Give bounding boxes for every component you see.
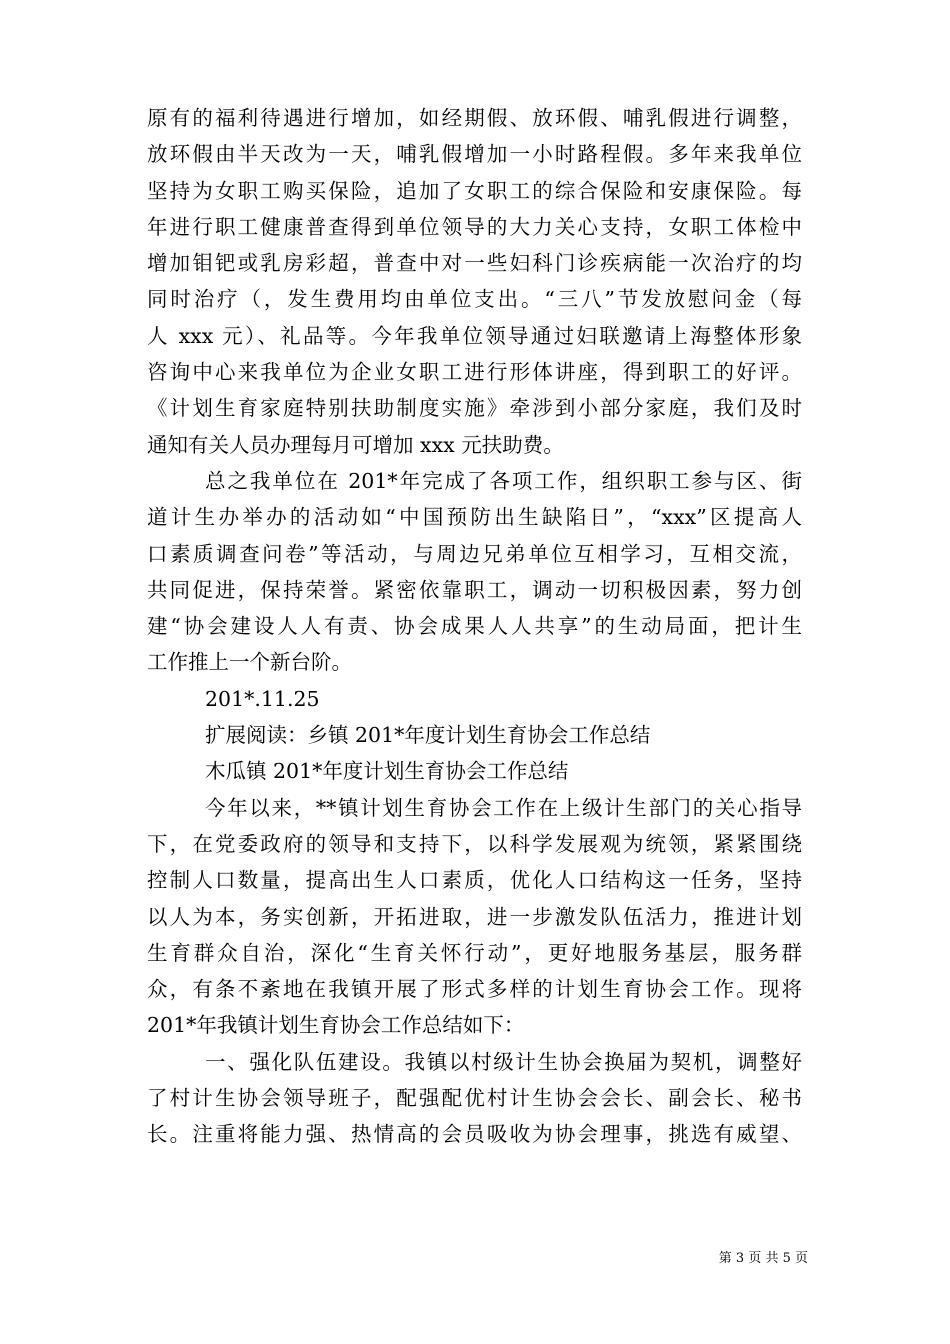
section-title: 木瓜镇 201*年度计划生育协会工作总结 [205,759,569,784]
text-line: 原有的福利待遇进行增加，如经期假、放环假、哺乳假进行调整， [147,106,802,130]
paragraph-intro [147,790,802,1044]
text-line: 201*年我镇计划生育协会工作总结如下： [147,1013,525,1038]
text-line: 咨询中心来我单位为企业女职工进行形体讲座，得到职工的好评。 [147,360,802,385]
text-line: 人 xxx 元）、礼品等。今年我单位领导通过妇联邀请上海整体形象 [147,323,802,348]
text-line: 口素质调查问卷”等活动，与周边兄弟单位互相学习，互相交流， [147,541,802,566]
extended-reading-heading: 扩展阅读：乡镇 201*年度计划生育协会工作总结 [205,723,651,748]
text-line: 坚持为女职工购买保险，追加了女职工的综合保险和安康保险。每 [147,178,802,203]
text-line: 建“协会建设人人有责、协会成果人人共享”的生动局面，把计生 [147,614,802,639]
text-line: 众，有条不紊地在我镇开展了形式多样的计划生育协会工作。现将 [147,977,802,1002]
text-line: 长。注重将能力强、热情高的会员吸收为协会理事，挑选有威望、 [147,1122,802,1147]
text-line: 下，在党委政府的领导和支持下，以科学发展观为统领，紧紧围绕 [147,831,802,856]
text-line: 同时治疗（，发生费用均由单位支出。“三八”节发放慰问金（每 [147,287,802,312]
text-line: 一、强化队伍建设。我镇以村级计生协会换届为契机，调整好 [205,1049,802,1074]
text-line: 通知有关人员办理每月可增加 xxx 元扶助费。 [147,432,564,457]
text-line: 了村计生协会领导班子，配强配优村计生协会会长、副会长、秘书 [147,1086,802,1111]
text-line: 总之我单位在 201*年完成了各项工作，组织职工参与区、街 [205,468,802,493]
text-line: 《计划生育家庭特别扶助制度实施》牵涉到小部分家庭，我们及时 [147,396,802,421]
paragraph-team-building [147,1044,802,1153]
text-line: 共同促进，保持荣誉。紧密依靠职工，调动一切积极因素，努力创 [147,577,802,602]
text-line: 工作推上一个新台阶。 [147,650,352,675]
paragraph-summary [147,463,802,681]
text-line: 道计生办举办的活动如“中国预防出生缺陷日”，“xxx”区提高人 [147,505,802,530]
document-body [147,100,802,1153]
paragraph-welfare [147,100,802,463]
text-line: 放环假由半天改为一天，哺乳假增加一小时路程假。多年来我单位 [147,142,802,167]
text-line: 年进行职工健康普查得到单位领导的大力关心支持，女职工体检中 [147,214,802,239]
text-line: 以人为本，务实创新，开拓进取，进一步激发队伍活力，推进计划 [147,904,802,929]
text-line: 今年以来，**镇计划生育协会工作在上级计生部门的关心指导 [205,795,802,820]
text-line: 生育群众自治，深化“生育关怀行动”，更好地服务基层，服务群 [147,940,802,965]
page-number-footer: 第 3 页 共 5 页 [718,1251,808,1266]
text-line: 增加钼钯或乳房彩超，普查中对一些妇科门诊疾病能一次治疗的均 [147,251,802,276]
document-date: 201*.11.25 [205,686,320,711]
text-line: 控制人口数量，提高出生人口素质，优化人口结构这一任务，坚持 [147,868,802,893]
